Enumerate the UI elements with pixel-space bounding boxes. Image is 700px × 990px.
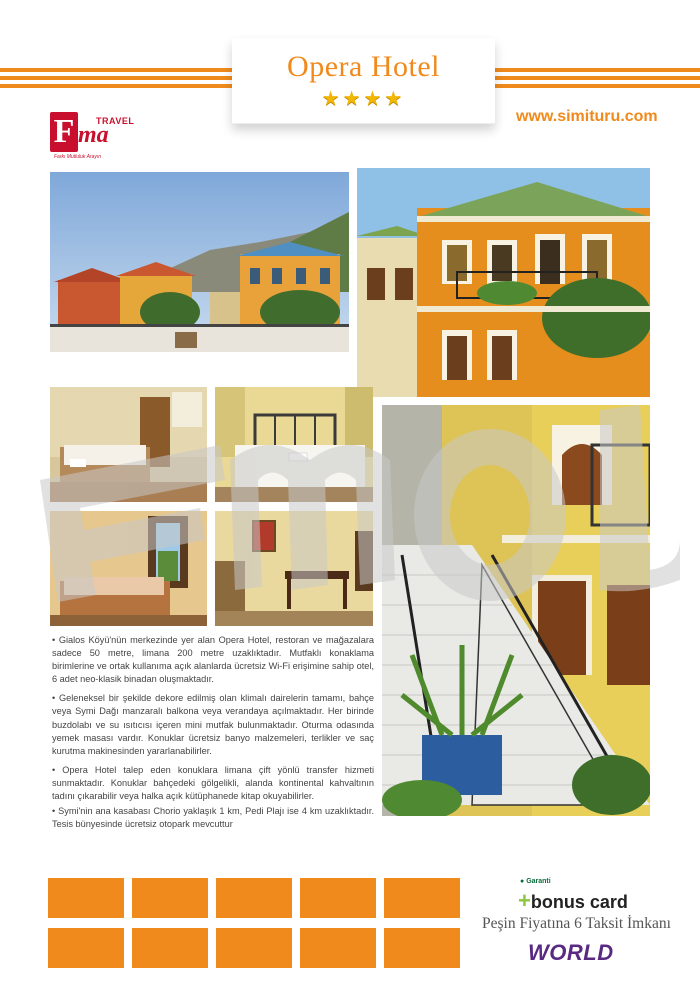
- photo-yellow-building: [357, 168, 650, 397]
- garanti-icon: ●: [520, 878, 525, 885]
- photo-room-3: [50, 511, 207, 626]
- footer-tile: [300, 928, 376, 968]
- star-rating: ★★★★: [321, 88, 406, 110]
- photo-village-exterior: [50, 172, 349, 352]
- photo-room-2: [215, 387, 373, 502]
- fma-travel-logo: [50, 112, 142, 158]
- plus-icon: +: [518, 888, 531, 913]
- garanti-logo: [520, 878, 551, 885]
- footer-tile: [216, 928, 292, 968]
- logo-tagline: Farkı Mutluluk Arayın: [54, 154, 102, 160]
- logo-script: ma: [78, 122, 109, 148]
- installment-text: Peşin Fiyatına 6 Taksit İmkanı: [482, 915, 671, 932]
- logo-travel: TRAVEL: [96, 116, 135, 126]
- description-paragraph: • Geleneksel bir şekilde dekore edilmiş olan klimalı dairelerin tamamı, bahçe veya Symi Dağı manzaralı balkona veya verandaya açılmaktadır. Her birinde buzdolabı ve su ısıtıcısı içeren mini mutfak bulunmaktadır. Oturma odasında yemek masası vardır. Konuklar ücretsiz banyo malzemeleri, terlikler ve saç kurutma makinesinden yararlanabilirler.: [52, 693, 374, 756]
- website-link[interactable]: [516, 108, 658, 126]
- photo-kitchen: [215, 511, 373, 626]
- header-stripes-left: [0, 68, 232, 96]
- bonus-card-label: bonus card: [530, 892, 628, 912]
- footer-tile: [48, 878, 124, 918]
- bonus-card-logo: [518, 888, 628, 914]
- photo-staircase: [382, 405, 650, 816]
- description-paragraph: • Opera Hotel talep eden konuklara limana çift yönlü transfer hizmeti sunmaktadır. Konuklar bahçedeki gölgelikli, alanda kontinental kahvaltının tadını çıkarabilir veya halka açık kütüphanede kitap okuyabilirler.: [52, 764, 374, 802]
- world-card-logo: WORLD: [528, 940, 614, 965]
- website-suffix: .com: [620, 108, 658, 125]
- description-paragraph: • Gialos Köyü'nün merkezinde yer alan Opera Hotel, restoran ve mağazalara sadece 50 metre, limana 200 metre uzaklıktadır. Mutfaklı konaklama birimlerine ve ortak kullanıma açık alanlarda ücretsiz Wi-Fi erişimine sahip otel, 6 adet neo-klasik binadan oluşmaktadır.: [52, 635, 374, 685]
- footer-tile: [132, 878, 208, 918]
- footer-tile: [132, 928, 208, 968]
- footer-tile: [384, 928, 460, 968]
- header-stripes-right: [495, 68, 700, 96]
- footer-tile: [300, 878, 376, 918]
- description-paragraph: • Symi'nin ana kasabası Chorio yaklaşık 1 km, Pedi Plajı ise 4 km uzaklıktadır. Tesis bünyesinde ücretsiz otopark mevcuttur: [52, 806, 374, 830]
- footer-tile: [48, 928, 124, 968]
- hotel-title: Opera Hotel: [287, 50, 440, 83]
- footer-tile: [384, 878, 460, 918]
- footer-tile: [216, 878, 292, 918]
- photo-room-1: [50, 387, 207, 502]
- title-card: [232, 38, 495, 124]
- website-prefix: www.: [516, 108, 558, 125]
- garanti-label: Garanti: [526, 878, 551, 885]
- hotel-description: [52, 634, 374, 837]
- website-brand: simituru: [557, 108, 621, 125]
- logo-letter: F: [50, 112, 78, 152]
